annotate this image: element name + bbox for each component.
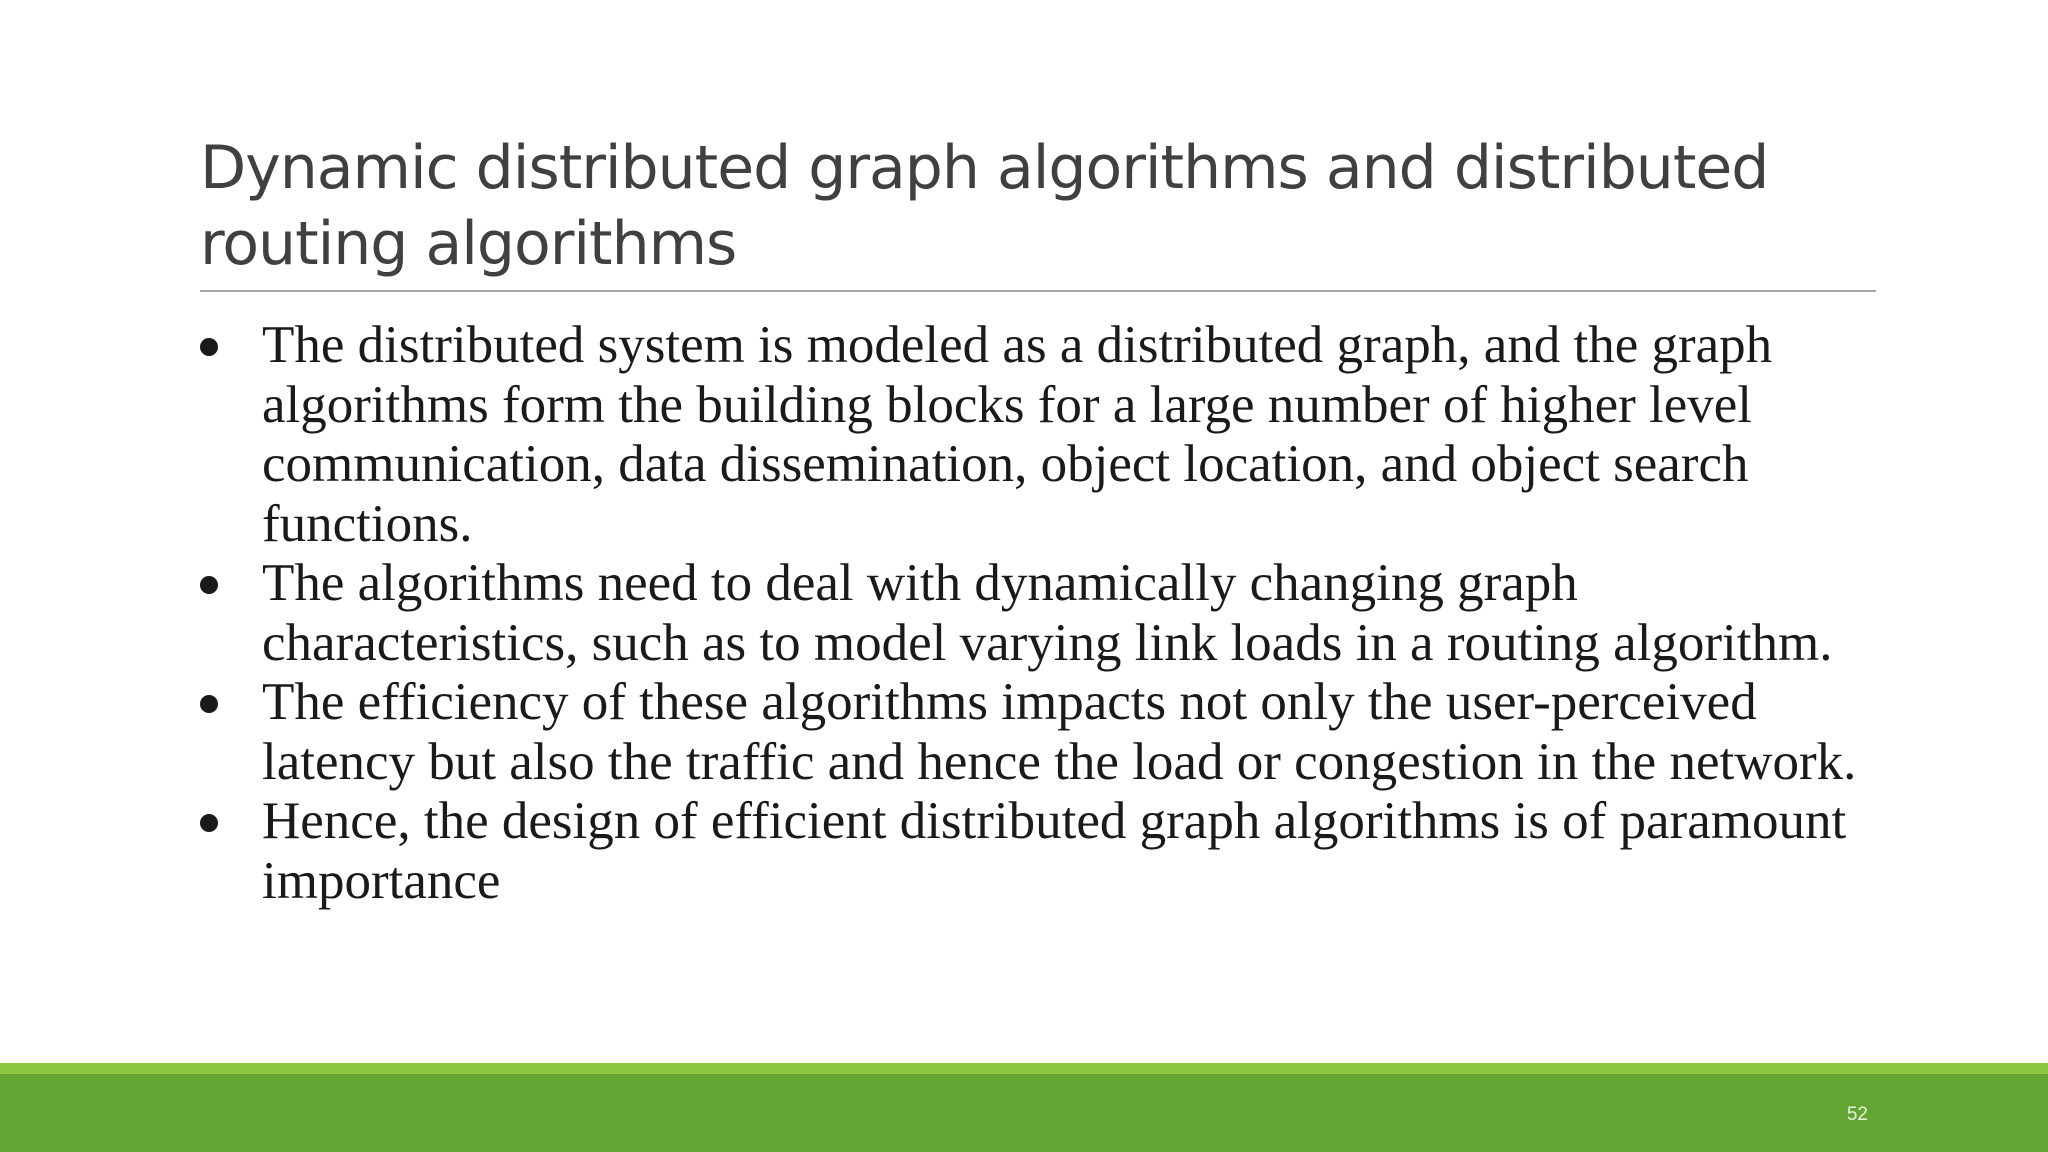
footer-accent-stripe (0, 1063, 2048, 1074)
bullet-icon (200, 695, 218, 713)
bullet-text: Hence, the design of efficient distributed graph algorithms is of paramount importance (262, 792, 1847, 910)
bullet-item (200, 554, 1880, 673)
title-divider (200, 290, 1876, 292)
bullet-icon (200, 338, 218, 356)
bullet-text: The efficiency of these algorithms impacts not only the user-perceived latency but also the traffic and hence the load or congestion in the network. (262, 673, 1857, 791)
bullet-item (200, 792, 1880, 911)
bullet-text: The algorithms need to deal with dynamically changing graph characteristics, such as to model varying link loads in a routing algorithm. (262, 554, 1833, 672)
bullet-item (200, 673, 1880, 792)
bullet-icon (200, 814, 218, 832)
bullet-list (200, 316, 1880, 911)
footer-bar (0, 1074, 2048, 1152)
bullet-item (200, 316, 1880, 554)
bullet-text: The distributed system is modeled as a distributed graph, and the graph algorithms form the building blocks for a large number of higher level communication, data dissemination, object location, and object search functions. (262, 316, 1773, 553)
page-number: 52 (1846, 1104, 1868, 1125)
slide-title: Dynamic distributed graph algorithms and distributed routing algorithms (200, 133, 1769, 279)
bullet-icon (200, 576, 218, 594)
